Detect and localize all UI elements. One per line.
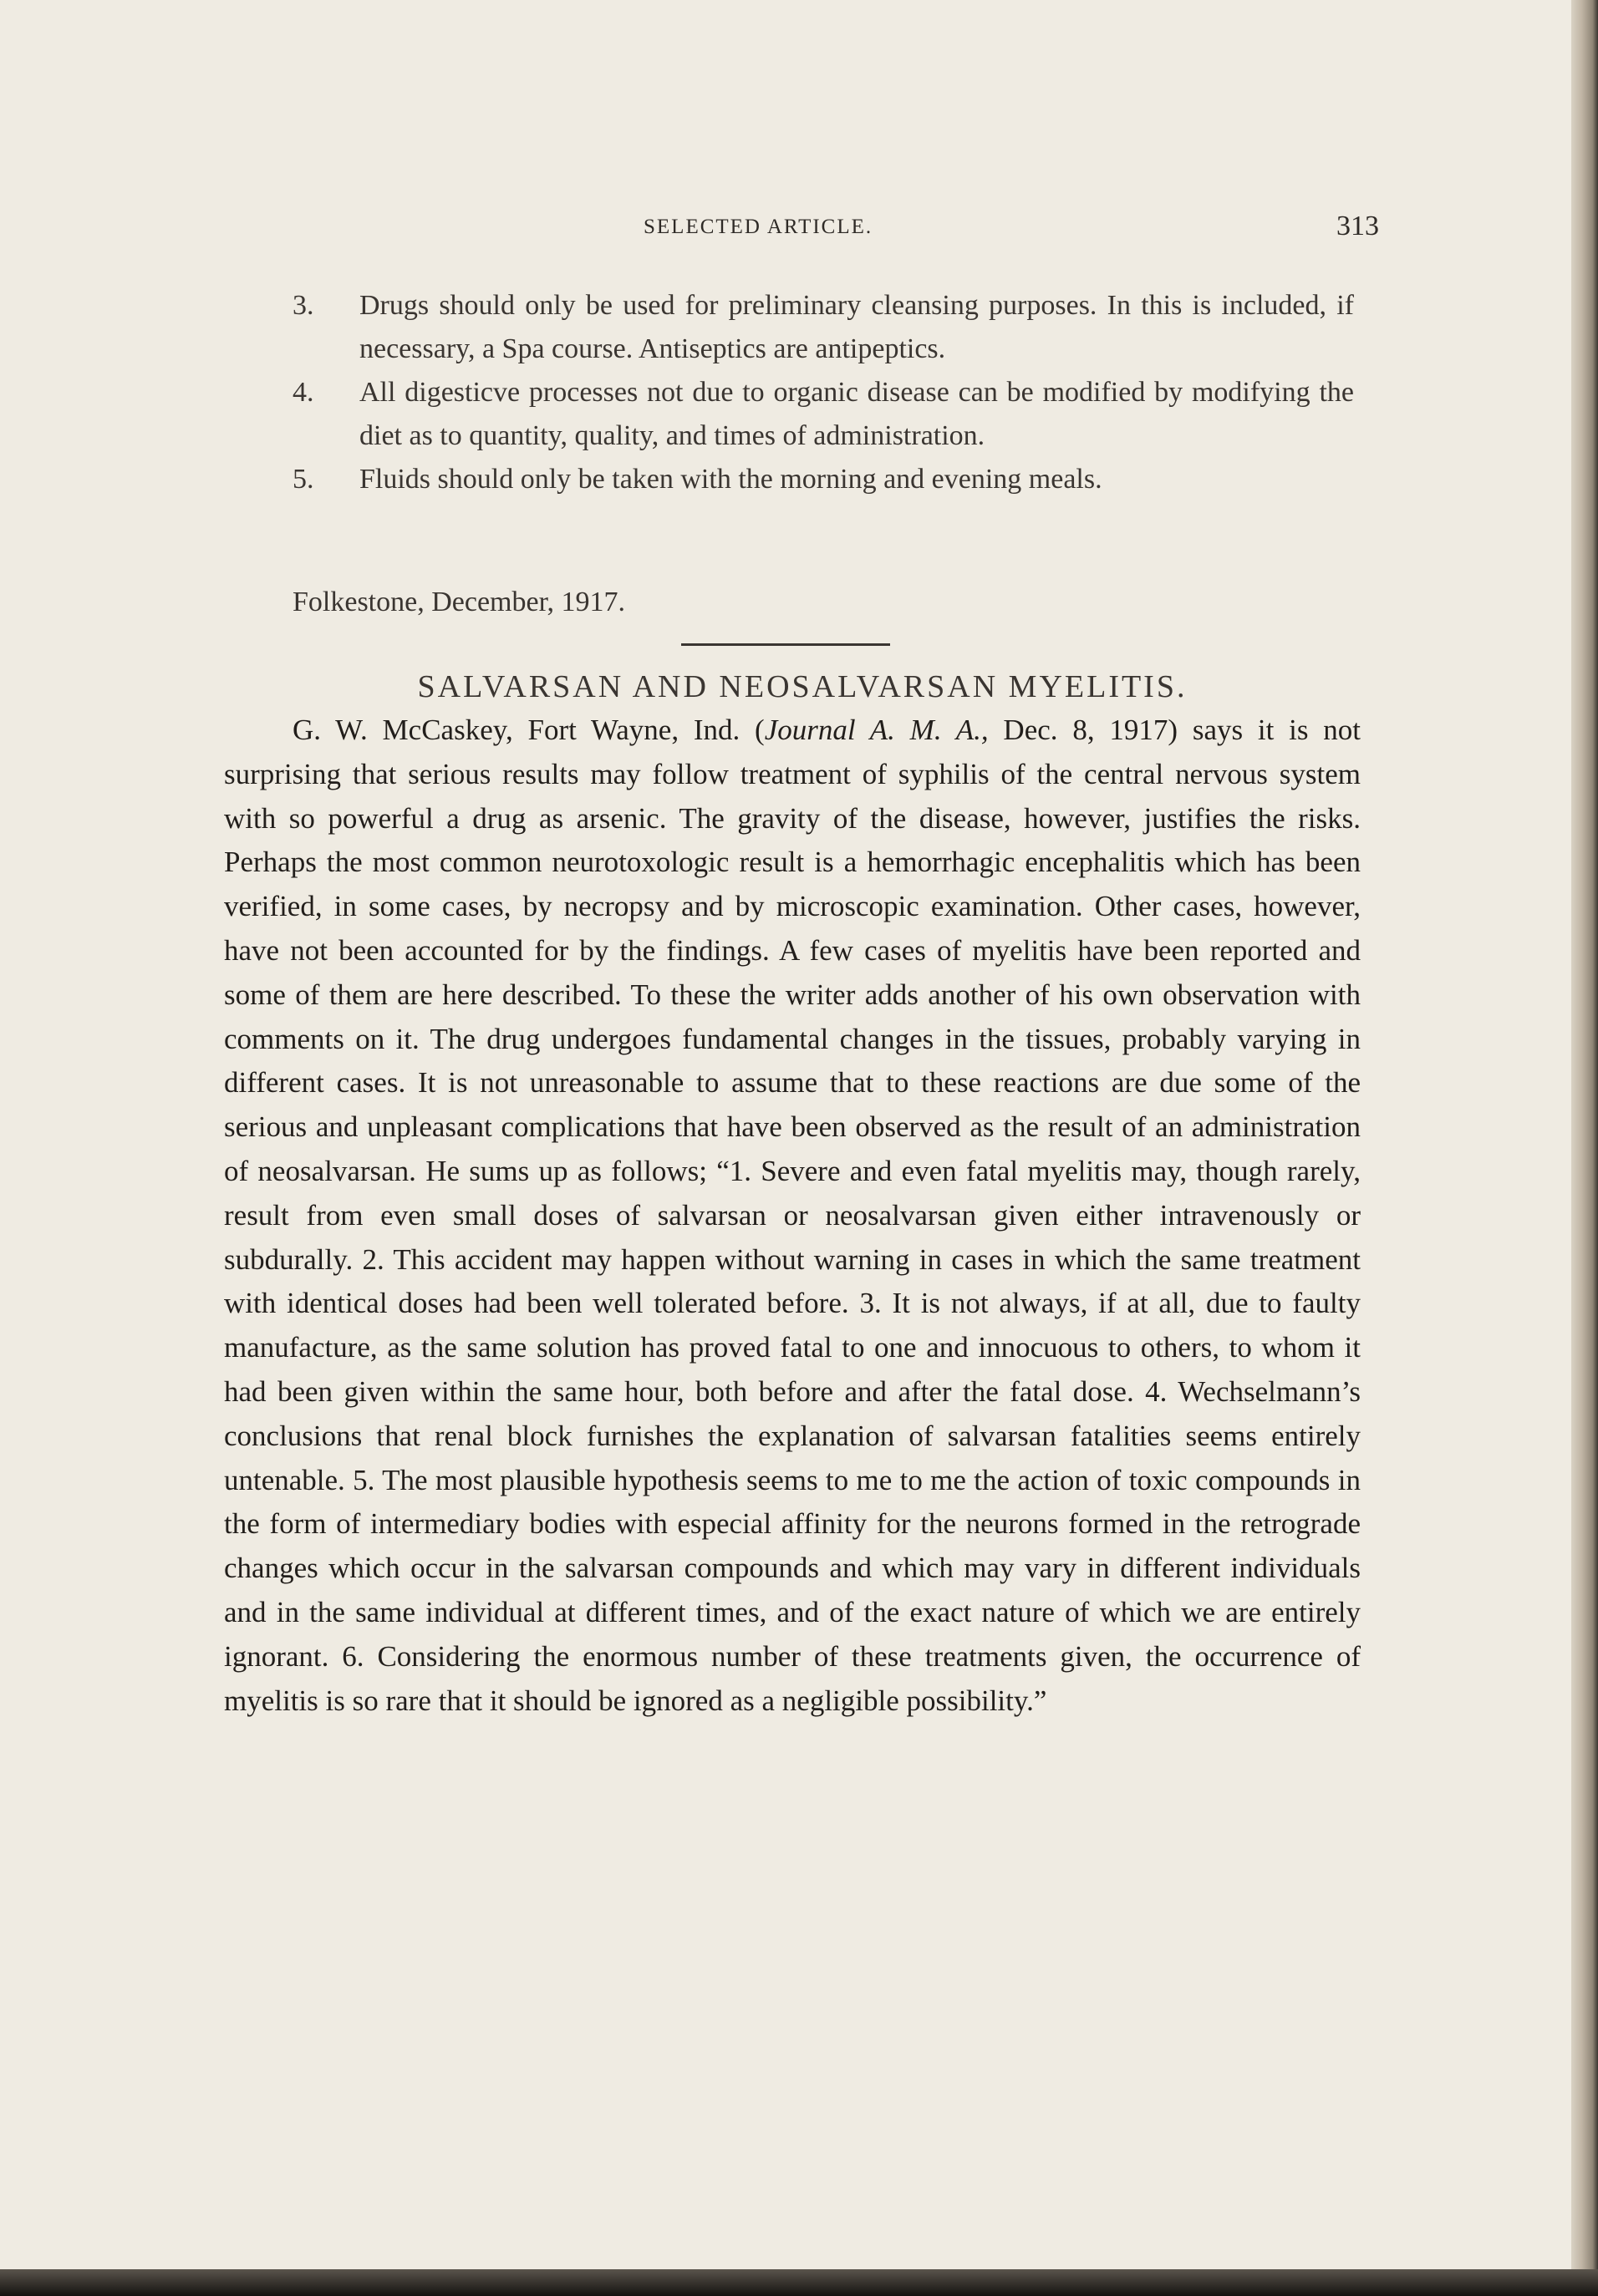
page-edge	[1571, 0, 1598, 2296]
bottom-shadow	[0, 2269, 1598, 2296]
list-item-number: 4.	[293, 377, 314, 408]
dateline: Folkestone, December, 1917.	[293, 587, 626, 617]
list-item	[293, 458, 1354, 501]
running-head: SELECTED ARTICLE.	[644, 216, 873, 238]
list-item	[293, 371, 1354, 458]
numbered-list	[293, 284, 1354, 501]
article-body	[224, 709, 1361, 1723]
page-number: 313	[1336, 211, 1379, 241]
article-byline: G. W. McCaskey, Fort Wayne, Ind. (	[293, 714, 765, 746]
article-date: Dec. 8, 1917)	[988, 714, 1178, 746]
page-header	[226, 211, 1379, 244]
list-item-text: All digesticve processes not due to organic disease can be modified by modifying the diet as to quantity, quality, and times of administration.	[359, 377, 1354, 451]
list-item-text: Drugs should only be used for preliminary cleansing purposes. In this is included, if necessary, a Spa course. Antiseptics are antipeptics.	[359, 290, 1354, 364]
article-title: SALVARSAN AND NEOSALVARSAN MYELITIS.	[417, 669, 1188, 704]
list-item	[293, 284, 1354, 371]
journal-name: Journal A. M. A.,	[764, 714, 989, 746]
list-item-text: Fluids should only be taken with the morning and evening meals.	[359, 464, 1102, 495]
article-body-text: says it is not surprising that serious results may follow treatment of syphilis of the central nervous system with so powerful a drug as arsenic. The gravity of the disease, however, justifies the risks. Perhaps the most common neurotoxologic result is a hemorrhagic encephalitis which has been verified, in some cases, by necropsy and by microscopic examination. Other cases, however, have not been accounted for by the findings. A few cases of myelitis have been reported and some of them are here described. To these the writer adds another of his own observation with comments on it. The drug undergoes fundamental changes in the tissues, probably varying in different cases. It is not unreasonable to assume that to these reactions are due some of the serious and unpleasant complications that have been observed as the result of an administration of neosalvarsan. He sums up as follows; “1. Severe and even fatal myelitis may, though rarely, result from even small doses of salvarsan or neosalvarsan given either intravenously or subdurally. 2. This accident may happen without warning in cases in which the same treatment with identical doses had been well tolerated before. 3. It is not always, if at all, due to faulty manufacture, as the same solution has proved fatal to one and innocuous to others, to whom it had been given within the same hour, both before and after the fatal dose. 4. Wechselmann’s conclusions that renal block furnishes the explanation of salvarsan fatalities seems entirely untenable. 5. The most plausible hypothesis seems to me to me the action of toxic compounds in the form of intermediary bodies with especial affinity for the neurons formed in the retrograde changes which occur in the salvarsan compounds and which may vary in different individuals and in the same individual at different times, and of the exact nature of which we are entirely ignorant. 6. Considering the enormous number of these treatments given, the occurrence of myelitis is so rare that it should be ignored as a negligible possibility.”	[224, 714, 1361, 1717]
list-item-number: 3.	[293, 290, 314, 321]
list-item-number: 5.	[293, 464, 314, 495]
section-divider	[681, 643, 890, 646]
